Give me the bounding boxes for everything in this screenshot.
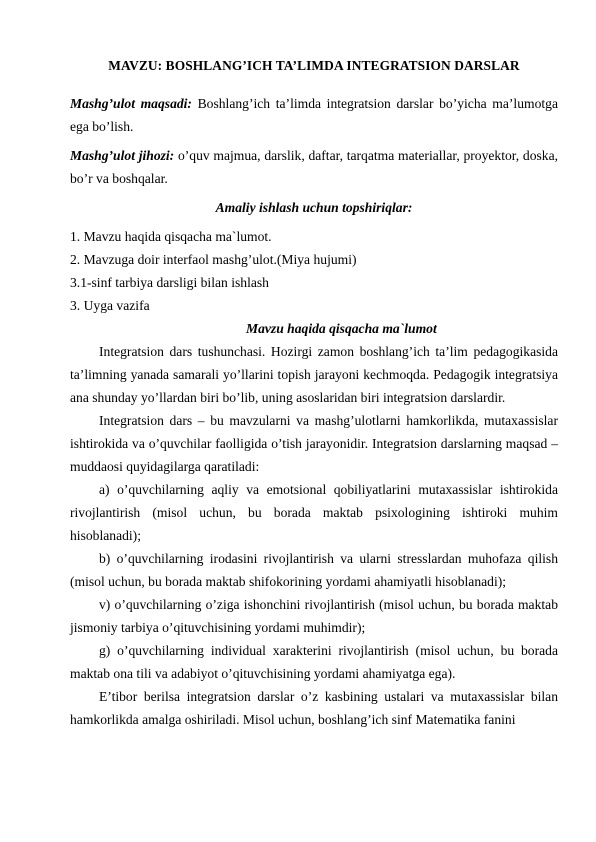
- body-paragraph: b) o’quvchilarning irodasini rivojlantirish va ularni stresslardan muhofaza qilish (misol uchun, bu borada maktab shifokorining yordami ahamiyatli hisoblanadi);: [70, 551, 558, 589]
- equipment-paragraph: [70, 144, 558, 190]
- body-paragraph: Integratsion dars – bu mavzularni va mashg’ulotlarni hamkorlikda, mutaxassislar ishtirokida va o’quvchilar faolligida o’tish jarayonidir. Integratsion darslarning maqsad – muddaosi quyidagilarga qaratiladi:: [70, 413, 558, 474]
- document-page: [70, 52, 558, 731]
- goal-paragraph: [70, 92, 558, 138]
- body-paragraph: v) o’quvchilarning o’ziga ishonchini rivojlantirish (misol uchun, bu borada maktab jismoniy tarbiya o’qituvchisining yordami muhimdir);: [70, 597, 558, 635]
- tasks-heading: Amaliy ishlash uchun topshiriqlar:: [215, 200, 413, 215]
- list-item: 3. Uyga vazifa: [70, 298, 150, 313]
- equipment-text: o’quv majmua, darslik, daftar, tarqatma materiallar, proyektor, doska, bo’r va boshqalar.: [70, 148, 559, 186]
- body-paragraph: Integratsion dars tushunchasi. Hozirgi zamon boshlang’ich ta’lim pedagogikasida ta’limning yanada samarali yo’llarini topish jarayoni kechmoqda. Pedagogik integratsiya ana shunday yo’llardan biri bo’lib, uning asoslaridan biri integratsion darslardir.: [70, 344, 558, 405]
- body-paragraph: a) o’quvchilarning aqliy va emotsional qobiliyatlarini mutaxassislar ishtirokida rivojlantirish (misol uchun, bu borada maktab psixologining ishtiroki muhim hisoblanadi);: [70, 482, 558, 543]
- body-paragraph: g) o’quvchilarning individual xarakterini rivojlantirish (misol uchun, bu borada maktab ona tili va adabiyot o’qituvchisining yordami ahamiyatga ega).: [70, 643, 558, 681]
- list-item: 1. Mavzu haqida qisqacha ma`lumot.: [70, 229, 272, 244]
- goal-label: Mashg’ulot maqsadi:: [70, 96, 192, 111]
- goal-text: Boshlang’ich ta’limda integratsion darslar bo’yicha ma’lumotga ega bo’lish.: [70, 96, 558, 134]
- list-item: 3.1-sinf tarbiya darsligi bilan ishlash: [70, 275, 269, 290]
- equipment-label: Mashg’ulot jihozi:: [70, 148, 175, 163]
- list-item: 2. Mavzuga doir interfaol mashg’ulot.(Miya hujumi): [70, 252, 357, 267]
- section-heading: Mavzu haqida qisqacha ma`lumot: [246, 321, 437, 336]
- tasks-list: [70, 225, 558, 317]
- body-paragraph: E’tibor berilsa integratsion darslar o’z kasbining ustalari va mutaxassislar bilan hamkorlikda amalga oshiriladi. Misol uchun, boshlang’ich sinf Matematika fanini: [70, 689, 558, 727]
- page-title: MAVZU: BOSHLANG’ICH TA’LIMDA INTEGRATSION DARSLAR: [108, 58, 520, 73]
